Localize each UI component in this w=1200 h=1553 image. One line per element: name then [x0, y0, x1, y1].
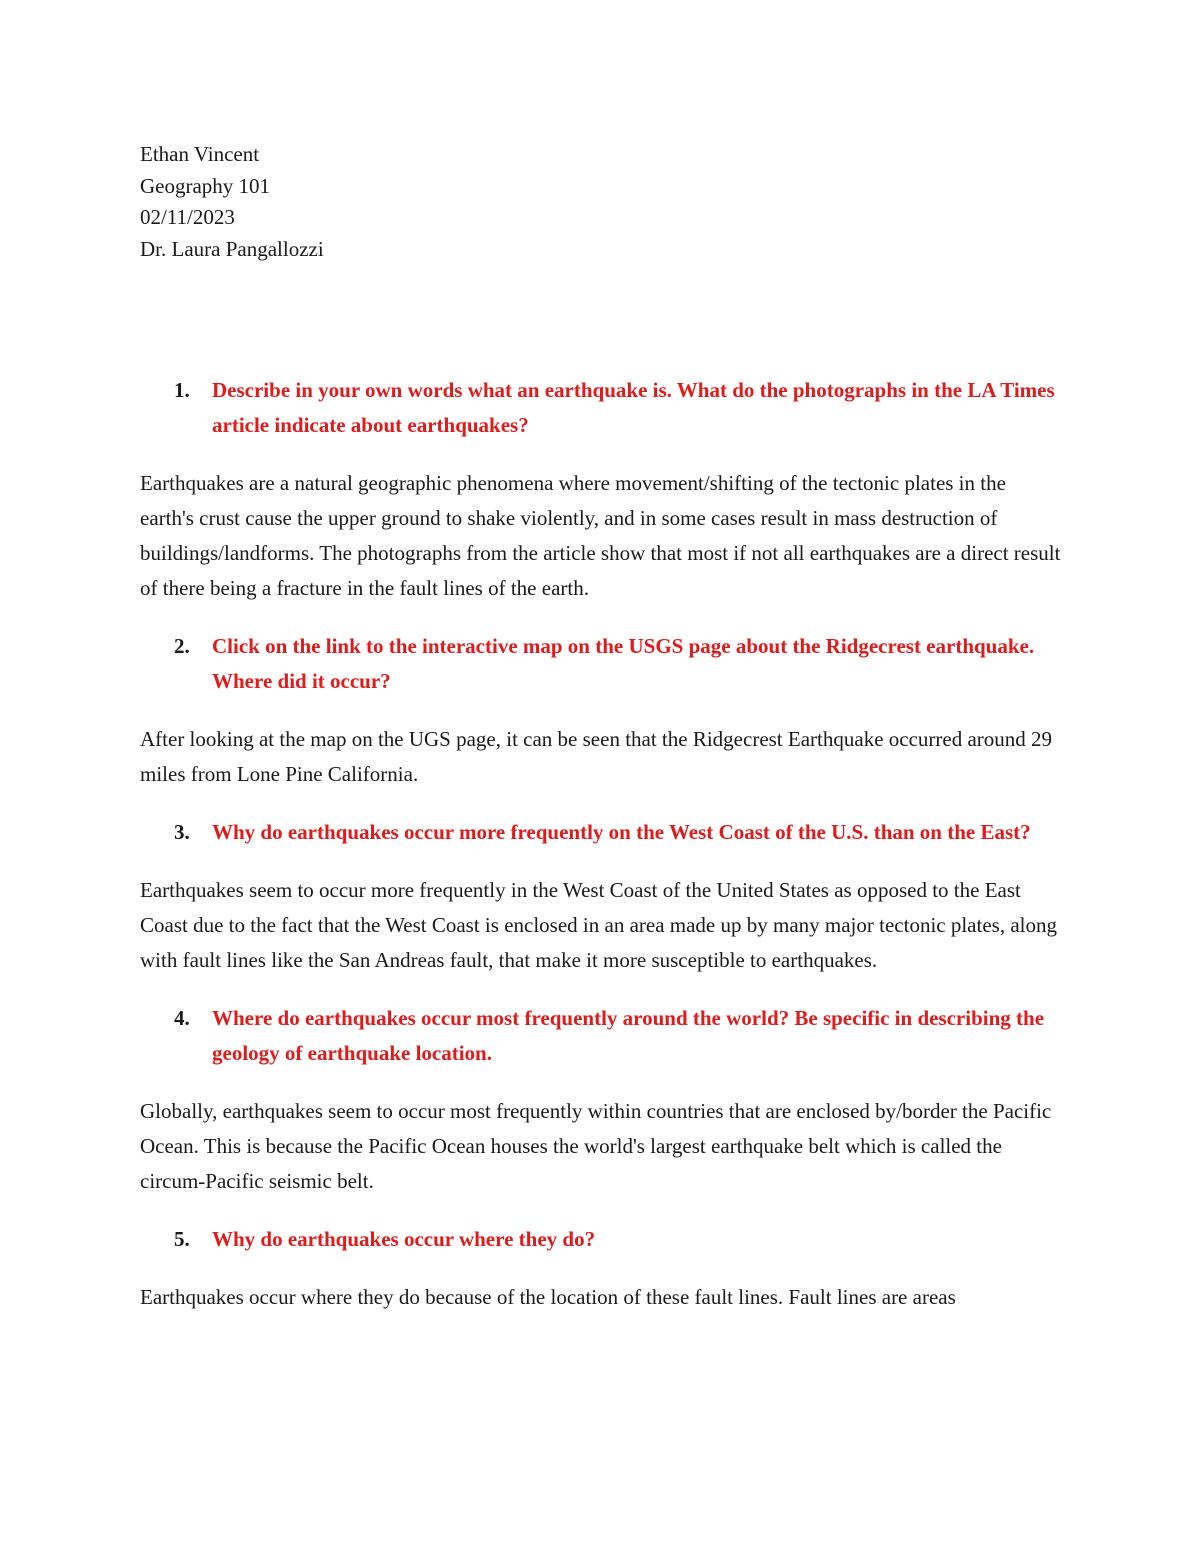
answer-5: Earthquakes occur where they do because of the location of these fault lines. Fault lines are areas — [140, 1285, 956, 1309]
question-1 — [140, 373, 1065, 443]
question-text: Click on the link to the interactive map on the USGS page about the Ridgecrest earthquake. Where did it occur? — [212, 634, 1035, 693]
question-list — [140, 373, 1065, 1338]
question-number: 1. — [174, 378, 190, 402]
question-5 — [140, 1222, 1065, 1257]
question-text: Why do earthquakes occur where they do? — [212, 1227, 596, 1251]
question-2 — [140, 629, 1065, 699]
answer-3: Earthquakes seem to occur more frequently in the West Coast of the United States as opposed to the East Coast due to the fact that the West Coast is enclosed in an area made up by many major tectonic plates, along with fault lines like the San Andreas fault, that make it more susceptible to earthquakes. — [140, 878, 1057, 972]
instructor-name: Dr. Laura Pangallozzi — [140, 236, 324, 261]
answer-2: After looking at the map on the UGS page, it can be seen that the Ridgecrest Earthquake occurred around 29 miles from Lone Pine California. — [140, 727, 1053, 786]
answer-4: Globally, earthquakes seem to occur most frequently within countries that are enclosed by/border the Pacific Ocean. This is because the Pacific Ocean houses the world's largest earthquake belt which is called the circum-Pacific seismic belt. — [140, 1099, 1052, 1193]
question-number: 4. — [174, 1006, 190, 1030]
question-number: 2. — [174, 634, 190, 658]
answer-1: Earthquakes are a natural geographic phenomena where movement/shifting of the tectonic plates in the earth's crust cause the upper ground to shake violently, and in some cases result in mass destruction of buildings/landforms. The photographs from the article show that most if not all earthquakes are a direct result of there being a fracture in the fault lines of the earth. — [140, 471, 1061, 600]
document-header — [140, 139, 324, 265]
course-name: Geography 101 — [140, 173, 271, 198]
question-text: Describe in your own words what an earthquake is. What do the photographs in the LA Times article indicate about earthquakes? — [212, 378, 1055, 437]
question-3 — [140, 815, 1065, 850]
question-number: 5. — [174, 1227, 190, 1251]
question-text: Where do earthquakes occur most frequently around the world? Be specific in describing the geology of earthquake location. — [212, 1006, 1045, 1065]
question-4 — [140, 1001, 1065, 1071]
document-date: 02/11/2023 — [140, 205, 235, 229]
student-name: Ethan Vincent — [140, 142, 260, 166]
question-number: 3. — [174, 820, 190, 844]
question-text: Why do earthquakes occur more frequently on the West Coast of the U.S. than on the East? — [212, 820, 1031, 844]
